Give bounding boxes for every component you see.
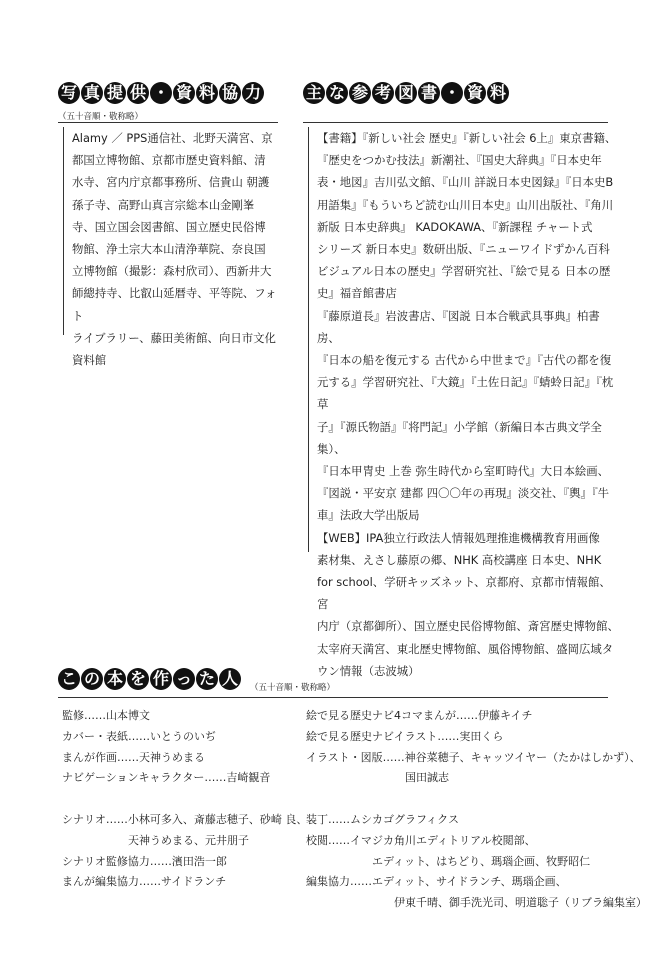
photo-credits-heading: 写 真 提 供 ・ 資 料 協 力 — [58, 82, 264, 104]
staff-right-column — [306, 706, 647, 914]
reference-line: 『日本甲冑史 上巻 弥生時代から室町時代』大日本絵画、 — [317, 464, 610, 479]
reference-line: 表・地図』吉川弘文館、『山川 詳説日本史図録』『日本史B — [317, 175, 614, 190]
reference-line: ビジュアル日本の歴史』学習研究社、『絵で見る 日本の歴 — [317, 264, 611, 279]
reference-line: 『藤原道長』岩波書店、『図説 日本合戦武具事典』柏書房、 — [317, 308, 600, 345]
reference-line: シリーズ 新日本史』数研出版、『ニューワイドずかん百科 — [317, 242, 610, 257]
reference-line: 内庁（京都御所）、国立歴史民俗博物館、斎宮歴史博物館、 — [317, 619, 619, 634]
reference-line: for school、学研キッズネット、京都府、京都市情報館、宮 — [317, 575, 611, 612]
reference-line: 『歴史をつかむ技法』新潮社、『国史大辞典』『日本史年 — [317, 153, 602, 168]
reference-line: 車』法政大学出版局 — [317, 508, 420, 523]
reference-line: 用語集』『もういちど読む山川日本史』山川出版社、『角川 — [317, 197, 614, 212]
photo-credit-line: 水寺、宮内庁京都事務所、信貴山 朝護 — [72, 175, 270, 190]
staff-credit: ナビゲーションキャラクター……吉崎観音 — [62, 771, 271, 785]
photo-credit-line: 孫子寺、高野山真言宗総本山金剛峯 — [72, 197, 255, 212]
staff-credit: エディット、はちどり、瑪瑙企画、牧野昭仁 — [306, 854, 591, 868]
staff-credit: 監修……山本博文 — [62, 709, 150, 722]
references-rule — [303, 122, 608, 123]
reference-line: 『日本の船を復元する 古代から中世まで』『古代の都を復 — [317, 353, 612, 368]
staff-credit: まんが作画……天神うめまる — [62, 750, 205, 764]
reference-line: 『図説・平安京 建都 四〇〇年の再現』淡交社、『輿』『牛 — [317, 486, 609, 501]
staff-credit: 国田誠志 — [306, 771, 449, 785]
staff-credit — [62, 789, 302, 810]
reference-line: 太宰府天満宮、東北歴史博物館、風俗博物館、盛岡広域タ — [317, 641, 614, 656]
photo-credit-line: Alamy ／ PPS通信社、北野天満宮、京 — [72, 131, 273, 145]
photo-credit-line: 師總持寺、比叡山延暦寺、平等院、フォト — [72, 286, 277, 323]
staff-rule — [58, 697, 608, 698]
reference-line: 子』『源氏物語』『将門記』小学館（新編日本古典文学全集）、 — [317, 419, 602, 456]
photo-credits-note: （五十音順・敬称略） — [58, 112, 144, 122]
staff-credit: 絵で見る歴史ナビ4コマまんが……伊藤キイチ — [306, 709, 533, 722]
photo-credit-line: 資料館 — [72, 353, 107, 368]
reference-line: ウン情報（志波城） — [317, 663, 420, 678]
staff-heading: こ の 本 を 作 っ た 人 — [58, 668, 241, 690]
staff-credit: まんが編集協力……サイドランチ — [62, 875, 227, 889]
staff-note: （五十音順・敬称略） — [250, 683, 336, 693]
reference-line: 【WEB】IPA独立行政法人情報処理推進機構教育用画像 — [317, 530, 600, 545]
photo-credits-body — [63, 127, 287, 368]
references-heading: 主 な 参 考 図 書 ・ 資 料 — [303, 82, 509, 104]
staff-credit: 伊東千晴、御手洗光司、明道聡子（リブラ編集室） — [306, 896, 647, 910]
staff-credit: シナリオ……小林可多入、斎藤志穂子、砂崎 良、 — [62, 812, 308, 826]
reference-line: 元する』学習研究社、『大鏡』『土佐日記』『蜻蛉日記』『枕草 — [317, 375, 614, 412]
staff-credit: カバー・表紙……いとうのいぢ — [62, 729, 216, 743]
reference-line: 素材集、えさし藤原の郷、NHK 高校講座 日本史、NHK — [317, 552, 602, 567]
reference-line: 史』福音館書店 — [317, 286, 397, 301]
staff-credit: イラスト・図版……神谷菜穂子、キャッツイヤー（たかはしかず）、 — [306, 750, 641, 764]
staff-credit: シナリオ監修協力……濱田浩一郎 — [62, 854, 227, 868]
staff-credit: 校閲……イマジカ角川エディトリアル校閲部、 — [306, 833, 536, 847]
photo-credit-line: 寺、国立国会図書館、国立歴史民俗博 — [72, 219, 266, 234]
reference-line: 新版 日本史辞典』 KADOKAWA、『新課程 チャート式 — [317, 219, 593, 234]
photo-credit-line: 物館、浄土宗大本山清浄華院、奈良国 — [72, 242, 266, 257]
staff-credit: 装丁……ムシカゴグラフィクス — [306, 812, 460, 826]
staff-credit — [306, 789, 616, 810]
staff-credit: 絵で見る歴史ナビイラスト……実田くら — [306, 729, 504, 743]
staff-credit: 編集協力……エディット、サイドランチ、瑪瑙企画、 — [306, 875, 567, 889]
photo-credits-rule — [58, 122, 278, 123]
staff-credit: 天神うめまる、元井朋子 — [62, 833, 249, 847]
photo-credit-line: ライブラリー、藤田美術館、向日市文化 — [72, 330, 276, 345]
reference-line: 【書籍】『新しい社会 歴史』『新しい社会 6上』東京書籍、 — [317, 131, 617, 145]
photo-credit-line: 立博物館（撮影：森村欣司）、西新井大 — [72, 264, 272, 279]
staff-left-column — [62, 706, 308, 893]
references-body — [308, 127, 619, 678]
photo-credit-line: 都国立博物館、京都市歴史資料館、清 — [72, 153, 266, 168]
